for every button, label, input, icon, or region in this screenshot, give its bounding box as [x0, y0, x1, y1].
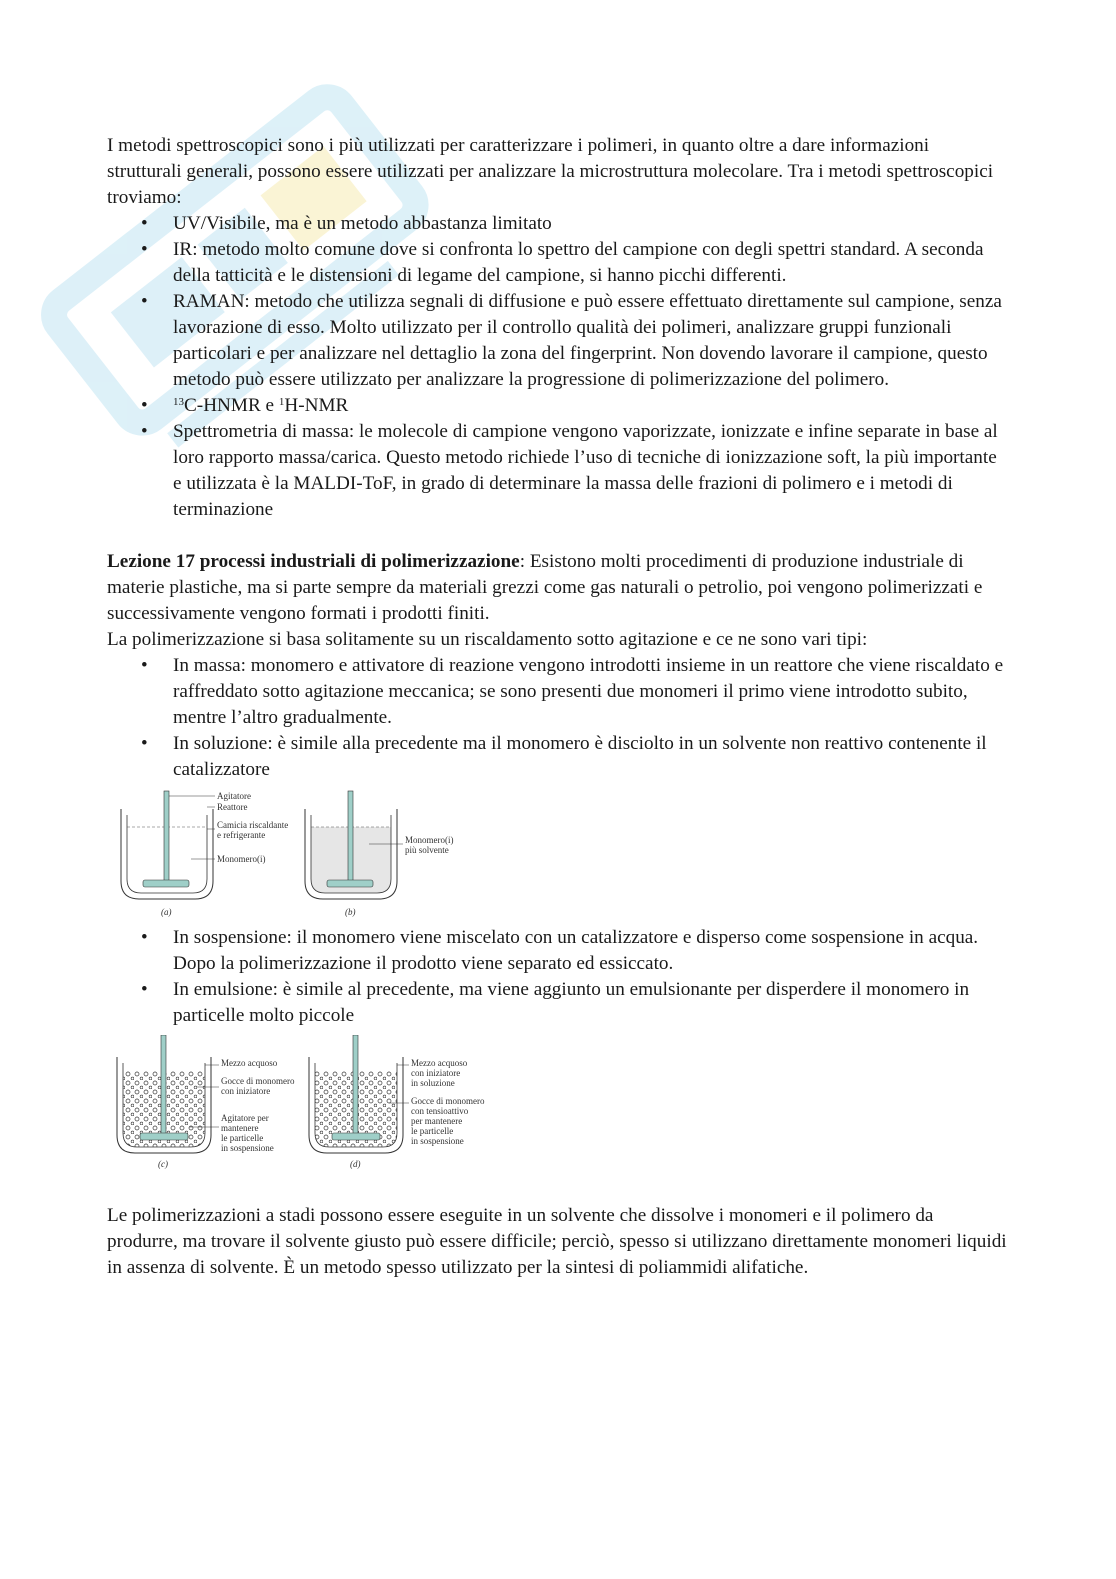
lesson-title: Lezione 17 processi industriali di polimerizzazione: [107, 551, 520, 572]
lesson-intro: : Esistono molti procedimenti di produzione industriale di materie plastiche, ma si parte sempre da materiali grezzi come gas naturali o petrolio, poi vengono polimerizzati e successivamente vengono formati i prodotti finiti.: [107, 551, 983, 624]
reactor-d: [309, 1035, 485, 1169]
label-monomero-a: Monomero(i): [217, 854, 266, 864]
type-in-emulsione: • In emulsione: è simile al precedente, ma viene aggiunto un emulsionante per disperdere il monomero in particelle molto piccole: [173, 977, 1007, 1029]
label-agitatore: Agitatore: [217, 791, 251, 801]
intro-paragraph: I metodi spettroscopici sono i più utilizzati per caratterizzare i polimeri, in quanto oltre a dare informazioni strutturali generali, possono essere utilizzati per analizzare la microstruttura molecolare. Tra i metodi spettroscopici troviamo:: [107, 135, 994, 208]
closing-paragraph: Le polimerizzazioni a stadi possono essere eseguite in un solvente che dissolve i monomeri e il polimero da produrre, ma trovare il solvente giusto può essere difficile; perciò, spesso si utilizzano direttamente monomeri liquidi in assenza di solvente. È un metodo spesso utilizzato per la sintesi di poliammidi alifatiche.: [107, 1205, 1007, 1278]
caption-c: (c): [158, 1159, 168, 1169]
reactor-figure-ab: [107, 789, 1007, 921]
method-nmr: [173, 393, 1007, 419]
method-raman: • RAMAN: metodo che utilizza segnali di diffusione e può essere effettuato direttamente sul campione, senza lavorazione di esso. Molto utilizzato per il controllo qualità dei polimeri, analizzare gruppi funzionali particolari e per analizzare nel dettaglio la zona del fingerprint. Non dovendo lavorare il campione, questo metodo può essere utilizzato per analizzare la progressione di polimerizzazione del polimero.: [173, 289, 1007, 393]
type-in-soluzione: • In soluzione: è simile alla precedente ma il monomero è disciolto in un solvente non reattivo contenente il catalizzatore: [173, 731, 1007, 783]
caption-b: (b): [345, 907, 356, 917]
type-in-sospensione: • In sospensione: il monomero viene miscelato con un catalizzatore e disperso come sospensione in acqua. Dopo la polimerizzazione il prodotto viene separato ed essiccato.: [173, 925, 1007, 977]
label-gocce-d-1: Gocce di monomero: [411, 1096, 485, 1106]
label-camicia-2: e refrigerante: [217, 830, 266, 840]
reactor-figure-cd: [107, 1035, 1007, 1173]
reactor-b: [305, 791, 454, 917]
nmr-superscript-13: 13: [173, 396, 184, 408]
method-uv-visibile: • UV/Visibile, ma è un metodo abbastanza limitato: [173, 211, 1007, 237]
label-mezzo-c: Mezzo acquoso: [221, 1058, 278, 1068]
caption-a: (a): [161, 907, 172, 917]
label-gocce-d-2: con tensioattivo: [411, 1106, 469, 1116]
document-body: [107, 133, 1007, 1281]
method-ir: • IR: metodo molto comune dove si confronta lo spettro del campione con degli spettri standard. A seconda della tatticità e le distensioni di legame del campione, si hanno picchi differenti.: [173, 237, 1007, 289]
label-mezzo-d-2: con iniziatore: [411, 1068, 461, 1078]
method-mass-spectrometry: • Spettrometria di massa: le molecole di campione vengono vaporizzate, ionizzate e infine separate in base al loro rapporto massa/carica. Questo metodo richiede l’uso di tecniche di ionizzazione soft, la più importante e utilizzata è la MALDI-ToF, in grado di determinare la massa delle frazioni di polimero e i metodi di terminazione: [173, 419, 1007, 523]
nmr-text-2: H-NMR: [284, 395, 349, 416]
polymerization-types-list-1: [107, 653, 1007, 783]
label-gocce-c-1: Gocce di monomero: [221, 1076, 295, 1086]
polymerization-types-intro: La polimerizzazione si basa solitamente su un riscaldamento sotto agitazione e ce ne sono vari tipi:: [107, 629, 868, 650]
polymerization-types-list-2: [107, 925, 1007, 1029]
label-camicia-1: Camicia riscaldante: [217, 820, 289, 830]
label-mezzo-d-1: Mezzo acquoso: [411, 1058, 468, 1068]
label-gocce-d-3: per mantenere: [411, 1116, 463, 1126]
spectroscopy-methods-list: [107, 211, 1007, 523]
label-monomero-b-2: più solvente: [405, 845, 449, 855]
type-in-massa: • In massa: monomero e attivatore di reazione vengono introdotti insieme in un reattore che viene riscaldato e raffreddato sotto agitazione meccanica; se sono presenti due monomeri il primo viene introdotto subito, mentre l’altro gradualmente.: [173, 653, 1007, 731]
caption-d: (d): [350, 1159, 361, 1169]
label-monomero-b-1: Monomero(i): [405, 835, 454, 845]
reactor-a: [121, 791, 288, 917]
label-gocce-d-5: in sospensione: [411, 1136, 464, 1146]
nmr-text-1: C-HNMR e: [184, 395, 279, 416]
label-agit-c-2: mantenere: [221, 1123, 259, 1133]
label-agit-c-1: Agitatore per: [221, 1113, 269, 1123]
label-gocce-c-2: con iniziatore: [221, 1086, 271, 1096]
label-agit-c-3: le particelle: [221, 1133, 264, 1143]
label-agit-c-4: in sospensione: [221, 1143, 274, 1153]
label-reattore: Reattore: [217, 802, 248, 812]
label-mezzo-d-3: in soluzione: [411, 1078, 455, 1088]
lesson-paragraph: [107, 549, 1007, 627]
label-gocce-d-4: le particelle: [411, 1126, 454, 1136]
reactor-c: [117, 1035, 295, 1169]
nmr-superscript-1: 1: [278, 396, 285, 408]
